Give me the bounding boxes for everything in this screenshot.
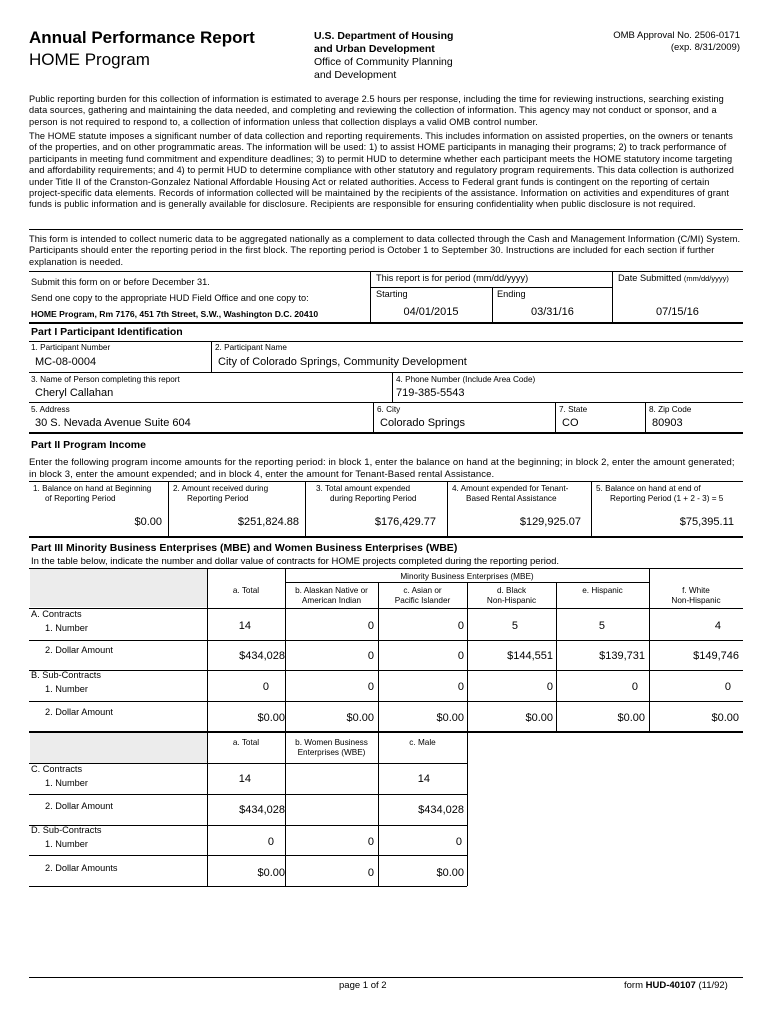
a-num-asian[interactable]: 0 [457,620,464,632]
subcontracts-label: B. Sub-Contracts [31,670,101,680]
amount-expended[interactable]: $176,429.77 [374,516,436,528]
c-dollar-label: 2. Dollar Amount [45,801,113,811]
form-number [624,980,728,991]
a-dollar-alaskan[interactable]: 0 [367,650,374,662]
part3-instructions: In the table below, indicate the number and dollar value of contracts for HOME projects completed during the reporting period. [31,556,560,567]
w-col-wbe-a: b. Women Business [295,738,368,747]
a-num-hispanic[interactable]: 5 [598,620,605,632]
form-subtitle: HOME Program [29,50,150,69]
b-dollar-alaskan[interactable]: $0.00 [346,712,374,724]
col-black-b: Non-Hispanic [486,596,537,605]
b-dollar-label: 2. Dollar Amount [45,707,113,717]
c-dollar-total[interactable]: $434,028 [239,804,285,816]
d-dollar-total[interactable]: $0.00 [257,867,285,879]
d-num-wbe[interactable]: 0 [367,836,374,848]
col-alaskan [285,586,378,606]
amount-received[interactable]: $251,824.88 [237,516,299,528]
omb-expiry: (exp. 8/31/2009) [670,42,740,53]
pi-col5-label [596,484,723,504]
b-dollar-total[interactable]: $0.00 [257,712,285,724]
statute-statement: The HOME statute imposes a significant number of data collection and reporting requirements. This includes information on assisted properties, on the owners or tenants of the properties, and on other programmatic areas. The information will be used: 1) to assist HOME participants in managing their programs; 2) to track performance of participants in meeting fund commitment and expenditure deadlines; 3) to permit HUD to determine whether each participant meets the HOME statutory income targeting and affordability requirements; and 4) to permit HUD to determine compliance with other statutory and regulatory program requirements. This data collection is authorized under Title II of the Cranston-Gonzalez National Affordable Housing Act or related authorities. Access to Federal grant funds is contingent on the reporting of certain project-specific data elements. Records of information collected will be maintained by the recipients of the assistance. Information on activities and expenditures of grant funds is public information and is generally available for disclosure. Recipients are responsible for ensuring confidentiality when public disclosure is not required. [29,131,734,210]
a-dollar-black[interactable]: $144,551 [507,650,553,662]
city[interactable]: Colorado Springs [380,417,465,429]
pi-col1-label-b: of Reporting Period [45,494,116,503]
balance-end[interactable]: $75,395.11 [679,516,734,528]
pi-col4-label-a: 4. Amount expended for Tenant- [452,484,569,493]
agency-block [314,30,494,82]
date-submitted-title: Date Submitted [618,273,682,283]
a-num-white[interactable]: 4 [714,620,721,632]
pi-col3-label-a: 3. Total amount expended [316,484,411,493]
phone-label: 4. Phone Number (Include Area Code) [396,375,536,384]
pi-col2-label-a: 2. Amount received during [173,484,269,493]
person-completing-label: 3. Name of Person completing this report [31,375,180,384]
contracts-label: A. Contracts [31,609,82,619]
w-col-wbe [285,738,378,758]
dept-line-1: U.S. Department of Housing [314,30,454,42]
period-ending[interactable]: 03/31/16 [531,306,574,318]
period-label: This report is for period (mm/dd/yyyy) [376,273,529,283]
form-prefix: form [624,980,643,991]
b-number-label: 1. Number [45,684,88,694]
w-col-total: a. Total [232,738,260,747]
a-dollar-asian[interactable]: 0 [457,650,464,662]
participant-number[interactable]: MC-08-0004 [35,356,97,368]
participant-name-label: 2. Participant Name [215,343,287,352]
omb-number: OMB Approval No. 2506-0171 [613,30,740,41]
col-black [467,586,556,606]
submit-address: HOME Program, Rm 7176, 451 7th Street, S.W., Washington D.C. 20410 [31,309,319,319]
form-title: Annual Performance Report [29,28,255,47]
d-num-total[interactable]: 0 [267,836,274,848]
d-dollar-male[interactable]: $0.00 [436,867,464,879]
pi-col2-label [173,484,268,504]
d-dollar-label: 2. Dollar Amounts [45,863,118,873]
b-dollar-hispanic[interactable]: $0.00 [617,712,645,724]
d-num-male[interactable]: 0 [455,836,462,848]
b-num-white[interactable]: 0 [724,681,731,693]
col-alaskan-a: b. Alaskan Native or [295,586,368,595]
col-white [649,586,743,606]
starting-label: Starting [376,289,408,299]
b-num-alaskan[interactable]: 0 [367,681,374,693]
col-total: a. Total [232,586,260,595]
phone-number[interactable]: 719-385-5543 [396,387,465,399]
omb-approval [613,30,740,54]
purpose-statement: This form is intended to collect numeric data to be aggregated nationally as a complement to data collected through the Cash and Management Information (C/MI) System. Participants should enter the reporting period in the first block. The reporting period is October 1 to September 30. Instructions are included for each section if further explanation is needed. [29,234,741,267]
pi-col5-label-b: Reporting Period (1 + 2 - 3) = 5 [610,494,724,503]
address[interactable]: 30 S. Nevada Avenue Suite 604 [35,417,191,429]
zip-label: 8. Zip Code [649,405,692,414]
tbra-expended[interactable]: $129,925.07 [519,516,581,528]
participant-name[interactable]: City of Colorado Springs, Community Development [218,356,467,368]
col-white-b: Non-Hispanic [671,596,721,605]
col-asian-a: c. Asian or [403,586,442,595]
c-number-label: 1. Number [45,778,88,788]
a-num-black[interactable]: 5 [511,620,518,632]
b-num-hispanic[interactable]: 0 [631,681,638,693]
d-number-label: 1. Number [45,839,88,849]
pi-col1-label [33,484,151,504]
date-submitted-format: (mm/dd/yyyy) [683,274,729,283]
b-dollar-black[interactable]: $0.00 [525,712,553,724]
pi-col3-label [316,484,416,504]
date-submitted[interactable]: 07/15/16 [656,306,699,318]
b-num-asian[interactable]: 0 [457,681,464,693]
a-dollar-white[interactable]: $149,746 [693,650,739,662]
part2-title: Part II Program Income [31,439,146,451]
part1-title: Part I Participant Identification [31,326,183,338]
pi-col2-label-b: Reporting Period [187,494,249,503]
balance-beginning[interactable]: $0.00 [134,516,162,528]
pi-col3-label-b: during Reporting Period [330,494,417,503]
submit-deadline: Submit this form on or before December 31. [31,277,210,287]
a-dollar-hispanic[interactable]: $139,731 [599,650,645,662]
b-dollar-white[interactable]: $0.00 [711,712,739,724]
c-dollar-male[interactable]: $434,028 [418,804,464,816]
a-num-total[interactable]: 14 [238,620,251,632]
col-asian-b: Pacific Islander [394,596,451,605]
col-white-a: f. White [682,586,710,595]
c-num-male[interactable]: 14 [417,773,430,785]
address-label: 5. Address [31,405,70,414]
col-asian [378,586,467,606]
dept-line-2: and Urban Development [314,43,435,55]
b-num-black[interactable]: 0 [546,681,553,693]
a-dollar-label: 2. Dollar Amount [45,645,113,655]
submit-copy: Send one copy to the appropriate HUD Field Office and one copy to: [31,293,309,303]
a-number-label: 1. Number [45,623,88,633]
zip-code[interactable]: 80903 [652,417,683,429]
form-date: (11/92) [698,980,728,991]
c-num-total[interactable]: 14 [238,773,251,785]
col-black-a: d. Black [496,586,527,595]
pi-col1-label-a: 1. Balance on hand at Beginning [33,484,152,493]
city-label: 6. City [377,405,401,414]
state-label: 7. State [559,405,588,414]
state[interactable]: CO [562,417,579,429]
a-num-alaskan[interactable]: 0 [367,620,374,632]
period-starting[interactable]: 04/01/2015 [403,306,459,318]
w-col-male: c. Male [409,738,436,747]
ending-label: Ending [497,289,526,299]
page-number: page 1 of 2 [339,980,387,991]
part2-instructions: Enter the following program income amounts for the reporting period: in block 1, enter the balance on hand at the beginning; in block 2, enter the amount generated; in block 3, enter the amount expended; and in block 4, enter the amount for Tenant-Based rental Assistance. [29,457,735,480]
pi-col5-label-a: 5. Balance on hand at end of [596,484,701,493]
mbe-header: Minority Business Enterprises (MBE) [400,572,534,581]
pi-col4-label [452,484,568,504]
office-line-2: and Development [314,69,397,81]
d-dollar-wbe[interactable]: 0 [367,867,374,879]
a-dollar-total[interactable]: $434,028 [239,650,285,662]
part3-title: Part III Minority Business Enterprises (MBE) and Women Business Enterprises (WBE) [31,542,458,554]
w-col-wbe-b: Enterprises (WBE) [297,748,366,757]
b-dollar-asian[interactable]: $0.00 [436,712,464,724]
date-submitted-label [618,273,729,283]
burden-statement: Public reporting burden for this collection of information is estimated to average 2.5 hours per response, including the time for reviewing instructions, searching existing data sources, gathering and maintaining the data needed, and completing and reviewing the collection of information. This agency may not conduct or sponsor, and a person is not required to respond to, a collection of information unless that collection displays a valid OMB control number. [29,94,724,127]
d-subcontracts-label: D. Sub-Contracts [31,825,102,835]
col-alaskan-b: American Indian [301,596,362,605]
b-num-total[interactable]: 0 [262,681,269,693]
form-id: HUD-40107 [645,980,696,991]
col-hispanic: e. Hispanic [582,586,623,595]
pi-col4-label-b: Based Rental Assistance [466,494,557,503]
participant-number-label: 1. Participant Number [31,343,111,352]
office-line-1: Office of Community Planning [314,56,453,68]
c-contracts-label: C. Contracts [31,764,83,774]
person-completing[interactable]: Cheryl Callahan [35,387,114,399]
